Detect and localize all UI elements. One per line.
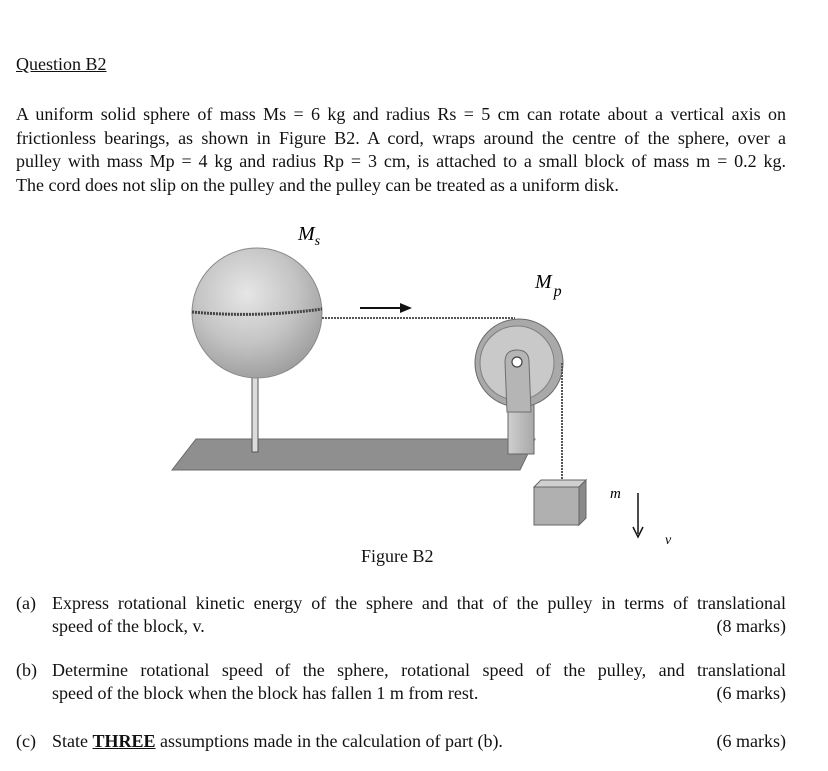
- question-heading: Question B2: [16, 54, 107, 74]
- label-velocity: v: [665, 533, 672, 548]
- label-pulley-mass: M $_p$: [535, 271, 562, 300]
- block-side: [579, 480, 586, 525]
- pulley-axle: [512, 357, 522, 367]
- label-block-mass: m: [610, 486, 621, 502]
- question-c-label: (c): [16, 731, 36, 751]
- question-b-label: (b): [16, 660, 37, 680]
- hanging-block: [534, 487, 579, 525]
- question-b-line-1: Determine rotational speed of the sphere, rotational speed of the pulley, and translational: [52, 660, 786, 680]
- question-c-text: State THREE assumptions made in the calculation of part (b).: [52, 731, 503, 751]
- question-a-label: (a): [16, 593, 36, 613]
- base-plate: [172, 439, 535, 470]
- question-a-line-1: Express rotational kinetic energy of the sphere and that of the pulley in terms of translational: [52, 593, 786, 613]
- intro-line-3: pulley with mass Mp = 4 kg and radius Rp = 3 cm, is attached to a small block of mass m = 0.2 kg.: [16, 151, 786, 171]
- label-sphere-mass: $M_s$: [298, 223, 321, 249]
- question-c-marks: (6 marks): [716, 731, 786, 751]
- figure-b2: [160, 212, 720, 557]
- figure-caption: Figure B2: [361, 546, 434, 566]
- sphere-axle: [252, 372, 258, 452]
- question-c-emphasis: THREE: [92, 731, 156, 751]
- question-b-marks: (6 marks): [716, 683, 786, 703]
- question-b-line-2: speed of the block when the block has fallen 1 m from rest.: [52, 683, 479, 703]
- arrow-head-icon: [400, 303, 412, 313]
- question-a-line-2: speed of the block, v.: [52, 616, 205, 636]
- block-top: [534, 480, 586, 487]
- intro-line-1: A uniform solid sphere of mass Ms = 6 kg and radius Rs = 5 cm can rotate about a vertical axis on: [16, 104, 786, 124]
- intro-line-4: The cord does not slip on the pulley and the pulley can be treated as a uniform disk.: [16, 174, 619, 195]
- intro-line-2: frictionless bearings, as shown in Figure B2. A cord, wraps around the centre of the sphere, over a: [16, 127, 786, 148]
- question-a-marks: (8 marks): [716, 616, 786, 636]
- problem-statement: [16, 103, 786, 197]
